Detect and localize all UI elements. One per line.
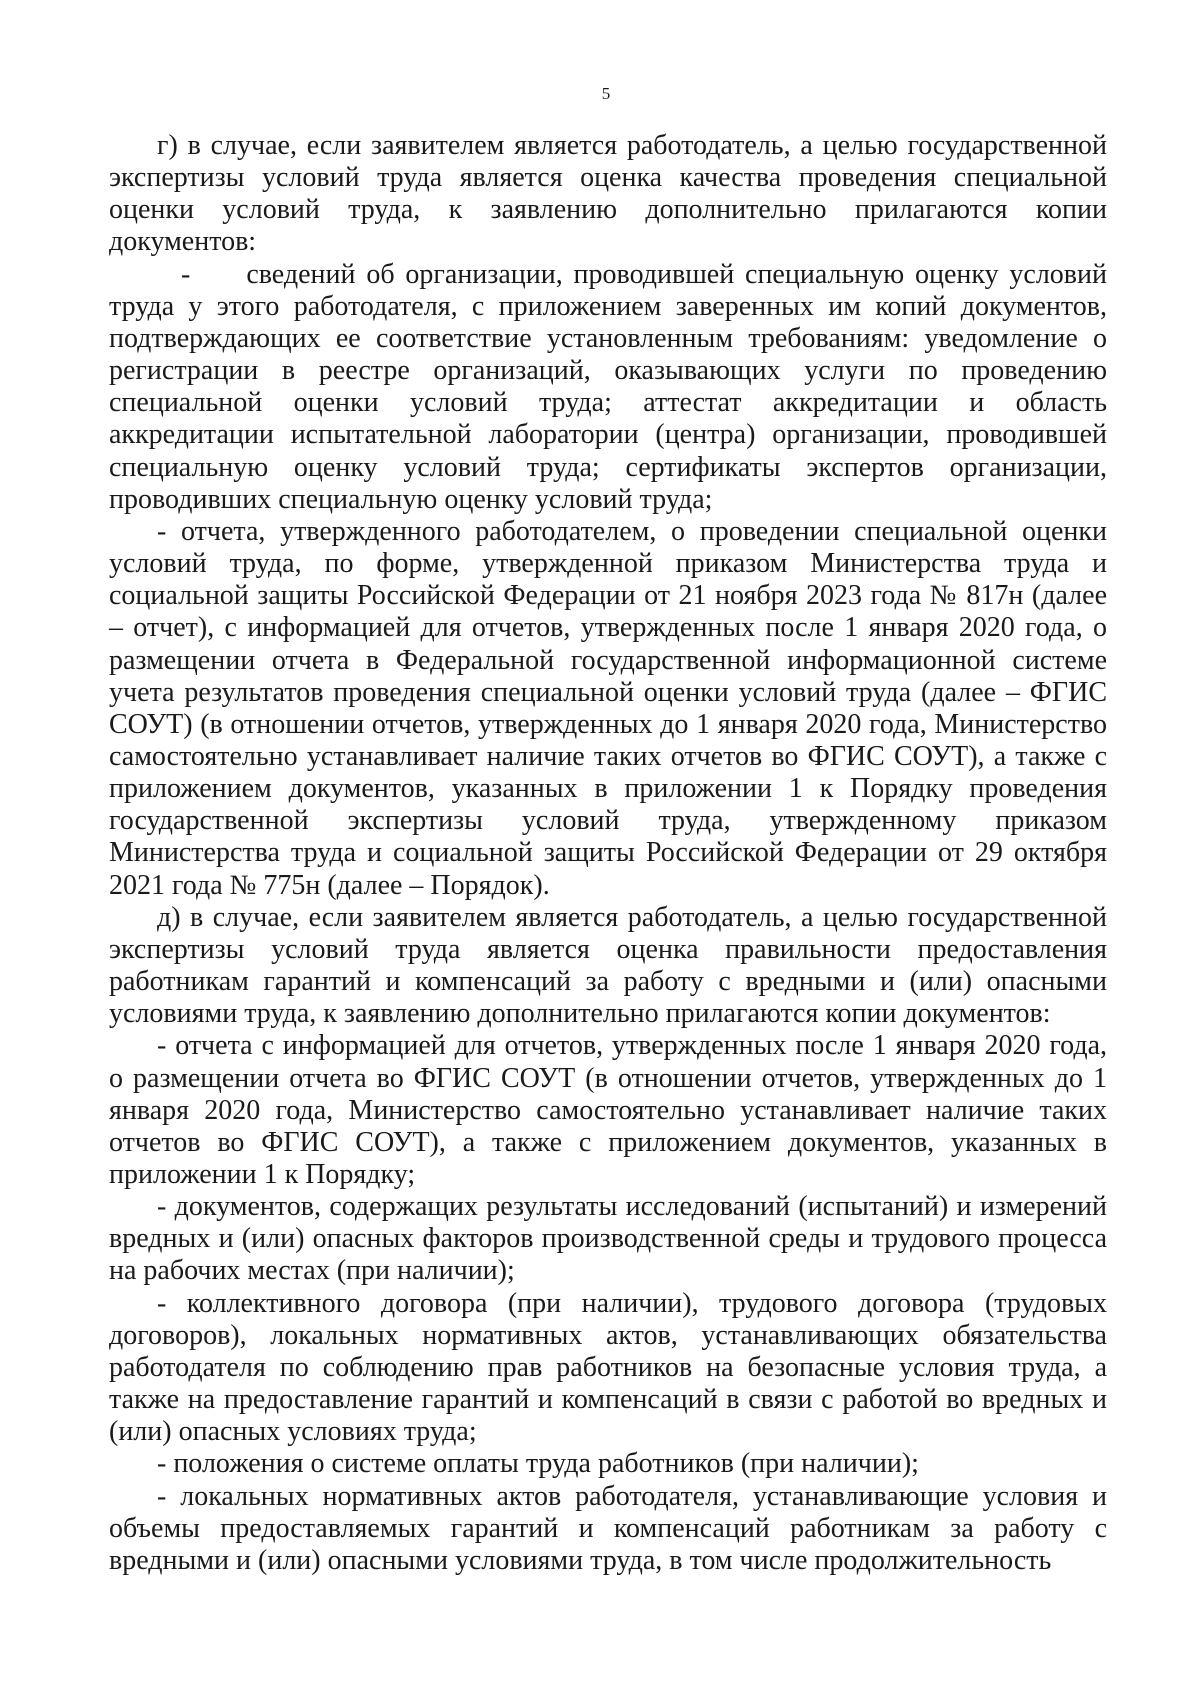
list-item-local-acts: - локальных нормативных актов работодателя, устанавливающие условия и объемы предоставляемых гарантий и компенсаций работникам за работу с вредными и (или) опасными условиями труда, в том числе продолжительность	[109, 1480, 1107, 1576]
paragraph-g: г) в случае, если заявителем является работодатель, а целью государственной экспертизы условий труда является оценка качества проведения специальной оценки условий труда, к заявлению дополнительно прилагаются копии документов:	[109, 130, 1107, 258]
page-number: 5	[601, 84, 611, 103]
list-item-organization-info: - сведений об организации, проводившей специальную оценку условий труда у этого работодателя, с приложением заверенных им копий документов, подтверждающих ее соответствие установленным требованиям: уведомление о регистрации в реестре организаций, оказывающих услуги по проведению специальной оценки условий труда; аттестат аккредитации и область аккредитации испытательной лаборатории (центра) организации, проводившей специальную оценку условий труда; сертификаты экспертов организации, проводивших специальную оценку условий труда;	[109, 258, 1107, 515]
list-item-payment-system: - положения о системе оплаты труда работников (при наличии);	[157, 1448, 919, 1480]
list-item-report: - отчета, утвержденного работодателем, о проведении специальной оценки условий труда, по форме, утвержденной приказом Министерства труда и социальной защиты Российской Федерации от 21 ноября 2023 года № 817н (далее – отчет), с информацией для отчетов, утвержденных после 1 января 2020 года, о размещении отчета в Федеральной государственной информационной системе учета результатов проведения специальной оценки условий труда (далее – ФГИС СОУТ) (в отношении отчетов, утвержденных до 1 января 2020 года, Министерство самостоятельно устанавливает наличие таких отчетов во ФГИС СОУТ), а также с приложением документов, указанных в приложении 1 к Порядку проведения государственной экспертизы условий труда, утвержденному приказом Министерства труда и социальной защиты Российской Федерации от 29 октября 2021 года № 775н (далее – Порядок).	[109, 515, 1107, 901]
list-item-collective-agreement: - коллективного договора (при наличии), трудового договора (трудовых договоров), локальных нормативных актов, устанавливающих обязательства работодателя по соблюдению прав работников на безопасные условия труда, а также на предоставление гарантий и компенсаций в связи с работой во вредных и (или) опасных условиях труда;	[109, 1287, 1107, 1448]
list-item-report-fgis: - отчета с информацией для отчетов, утвержденных после 1 января 2020 года, о размещении отчета во ФГИС СОУТ (в отношении отчетов, утвержденных до 1 января 2020 года, Министерство самостоятельно устанавливает наличие таких отчетов во ФГИС СОУТ), а также с приложением документов, указанных в приложении 1 к Порядку;	[109, 1030, 1107, 1190]
list-item-measurements: - документов, содержащих результаты исследований (испытаний) и измерений вредных и (или) опасных факторов производственной среды и трудового процесса на рабочих местах (при наличии);	[109, 1191, 1107, 1287]
paragraph-d: д) в случае, если заявителем является работодатель, а целью государственной экспертизы условий труда является оценка правильности предоставления работникам гарантий и компенсаций за работу с вредными и (или) опасными условиями труда, к заявлению дополнительно прилагаются копии документов:	[109, 901, 1107, 1030]
document-body	[109, 130, 1107, 1577]
